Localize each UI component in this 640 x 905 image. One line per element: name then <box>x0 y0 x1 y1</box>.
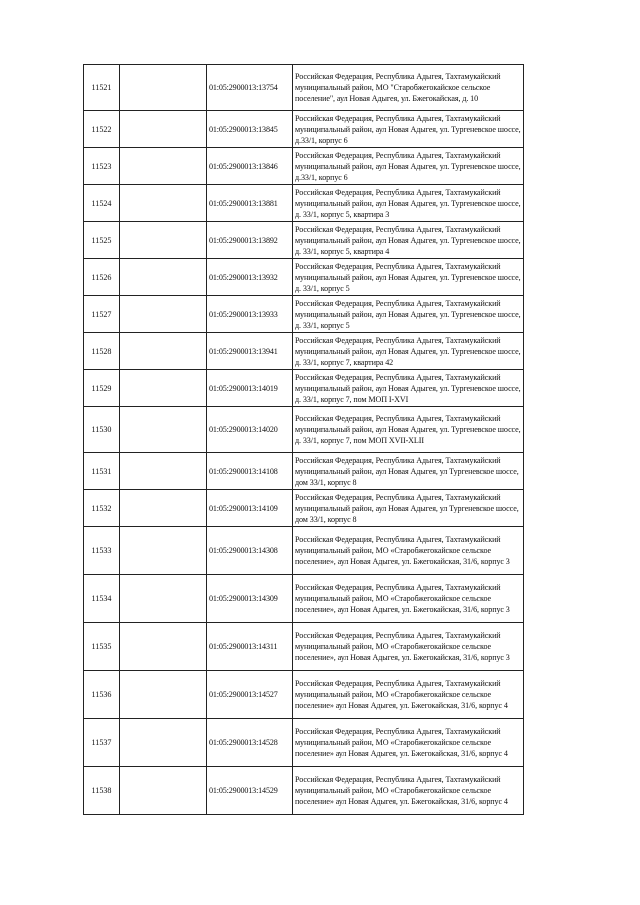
row-empty-cell <box>120 490 207 527</box>
property-address: Российская Федерация, Республика Адыгея, Тахтамукайский муниципальный район, аул Новая Адыгея, ул. Тургеневское шоссе, д. 33/1, корпус 5, квартира 4 <box>293 222 524 259</box>
property-address: Российская Федерация, Республика Адыгея, Тахтамукайский муниципальный район, МО «Старобжегокайское сельское поселение» аул Новая Адыгея, ул. Бжегокайская, 31/6, корпус 4 <box>293 719 524 767</box>
row-empty-cell <box>120 671 207 719</box>
cadastral-number: 01:05:2900013:14309 <box>207 575 293 623</box>
table-row <box>84 623 524 671</box>
table-row <box>84 527 524 575</box>
row-empty-cell <box>120 623 207 671</box>
cadastral-number: 01:05:2900013:14108 <box>207 453 293 490</box>
cadastral-number: 01:05:2900013:14020 <box>207 407 293 453</box>
property-address: Российская Федерация, Республика Адыгея, Тахтамукайский муниципальный район, аул Новая Адыгея, ул. Тургеневское шоссе, д. 33/1, корпус 7, квартира 42 <box>293 333 524 370</box>
property-address: Российская Федерация, Республика Адыгея, Тахтамукайский муниципальный район, МО «Старобжегокайское сельское поселение», аул Новая Адыгея, ул. Бжегокайская, 31/6, корпус 3 <box>293 527 524 575</box>
cadastral-number: 01:05:2900013:13892 <box>207 222 293 259</box>
property-address: Российская Федерация, Республика Адыгея, Тахтамукайский муниципальный район, аул Новая Адыгея, ул. Тургеневское шоссе, д. 33/1, корпус 5, квартира 3 <box>293 185 524 222</box>
row-number: 11530 <box>84 407 120 453</box>
row-number: 11523 <box>84 148 120 185</box>
row-number: 11533 <box>84 527 120 575</box>
cadastral-number: 01:05:2900013:13941 <box>207 333 293 370</box>
row-number: 11525 <box>84 222 120 259</box>
row-number: 11537 <box>84 719 120 767</box>
row-empty-cell <box>120 370 207 407</box>
row-empty-cell <box>120 333 207 370</box>
property-address: Российская Федерация, Республика Адыгея, Тахтамукайский муниципальный район, МО «Старобжегокайское сельское поселение» аул Новая Адыгея, ул. Бжегокайская, 31/6, корпус 4 <box>293 767 524 815</box>
row-empty-cell <box>120 222 207 259</box>
property-address: Российская Федерация, Республика Адыгея, Тахтамукайский муниципальный район, МО «Старобжегокайское сельское поселение», аул Новая Адыгея, ул. Бжегокайская, 31/6, корпус 3 <box>293 623 524 671</box>
property-address: Российская Федерация, Республика Адыгея, Тахтамукайский муниципальный район, аул Новая Адыгея, ул. Тургеневское шоссе, д. 33/1, корпус 7, пом МОП XVII-XLII <box>293 407 524 453</box>
table-row <box>84 148 524 185</box>
cadastral-number: 01:05:2900013:13932 <box>207 259 293 296</box>
row-number: 11526 <box>84 259 120 296</box>
cadastral-number: 01:05:2900013:14528 <box>207 719 293 767</box>
property-address: Российская Федерация, Республика Адыгея, Тахтамукайский муниципальный район, аул Новая Адыгея, ул. Тургеневское шоссе, д. 33/1, корпус 5 <box>293 296 524 333</box>
property-address: Российская Федерация, Республика Адыгея, Тахтамукайский муниципальный район, аул Новая Адыгея, ул. Тургеневское шоссе, д. 33/1, корпус 5 <box>293 259 524 296</box>
row-number: 11535 <box>84 623 120 671</box>
cadastral-number: 01:05:2900013:14109 <box>207 490 293 527</box>
table-row <box>84 407 524 453</box>
row-number: 11531 <box>84 453 120 490</box>
table-row <box>84 222 524 259</box>
row-empty-cell <box>120 259 207 296</box>
row-number: 11522 <box>84 111 120 148</box>
property-address: Российская Федерация, Республика Адыгея, Тахтамукайский муниципальный район, аул Новая Адыгея, ул. Тургеневское шоссе, д.33/1, корпус 6 <box>293 111 524 148</box>
table-row <box>84 490 524 527</box>
table-row <box>84 111 524 148</box>
cadastral-number: 01:05:2900013:14529 <box>207 767 293 815</box>
row-empty-cell <box>120 296 207 333</box>
cadastral-number: 01:05:2900013:13754 <box>207 65 293 111</box>
table-row <box>84 671 524 719</box>
row-empty-cell <box>120 148 207 185</box>
row-number: 11538 <box>84 767 120 815</box>
property-address: Российская Федерация, Республика Адыгея, Тахтамукайский муниципальный район, МО «Старобжегокайское сельское поселение», аул Новая Адыгея, ул. Бжегокайская, 31/6, корпус 3 <box>293 575 524 623</box>
cadastral-number: 01:05:2900013:14311 <box>207 623 293 671</box>
table-row <box>84 65 524 111</box>
row-empty-cell <box>120 575 207 623</box>
row-empty-cell <box>120 185 207 222</box>
cadastral-number: 01:05:2900013:14019 <box>207 370 293 407</box>
property-address: Российская Федерация, Республика Адыгея, Тахтамукайский муниципальный район, аул Новая Адыгея, ул. Тургеневское шоссе, д. 33/1, корпус 7, пом МОП I-XVI <box>293 370 524 407</box>
cadastral-number: 01:05:2900013:13933 <box>207 296 293 333</box>
table-row <box>84 719 524 767</box>
row-empty-cell <box>120 111 207 148</box>
cadastral-number: 01:05:2900013:14308 <box>207 527 293 575</box>
table-body <box>84 65 524 815</box>
table-row <box>84 296 524 333</box>
row-number: 11528 <box>84 333 120 370</box>
table-row <box>84 333 524 370</box>
property-address: Российская Федерация, Республика Адыгея, Тахтамукайский муниципальный район, МО "Старобжегокайское сельское поселение", аул Новая Адыгея, ул. Бжегокайская, д. 10 <box>293 65 524 111</box>
property-registry-table <box>83 64 524 815</box>
row-number: 11521 <box>84 65 120 111</box>
property-address: Российская Федерация, Республика Адыгея, Тахтамукайский муниципальный район, аул Новая Адыгея, ул. Тургеневское шоссе, д.33/1, корпус 6 <box>293 148 524 185</box>
row-empty-cell <box>120 453 207 490</box>
table-row <box>84 185 524 222</box>
table-row <box>84 453 524 490</box>
cadastral-number: 01:05:2900013:13881 <box>207 185 293 222</box>
row-empty-cell <box>120 719 207 767</box>
property-address: Российская Федерация, Республика Адыгея, Тахтамукайский муниципальный район, МО «Старобжегокайское сельское поселение» аул Новая Адыгея, ул. Бжегокайская, 31/6, корпус 4 <box>293 671 524 719</box>
row-number: 11536 <box>84 671 120 719</box>
row-empty-cell <box>120 65 207 111</box>
row-number: 11529 <box>84 370 120 407</box>
property-address: Российская Федерация, Республика Адыгея, Тахтамукайский муниципальный район, аул Новая Адыгея, ул Тургеневское шоссе, дом 33/1, корпус 8 <box>293 453 524 490</box>
cadastral-number: 01:05:2900013:13846 <box>207 148 293 185</box>
property-address: Российская Федерация, Республика Адыгея, Тахтамукайский муниципальный район, аул Новая Адыгея, ул Тургеневское шоссе, дом 33/1, корпус 8 <box>293 490 524 527</box>
cadastral-number: 01:05:2900013:14527 <box>207 671 293 719</box>
row-empty-cell <box>120 767 207 815</box>
table-row <box>84 370 524 407</box>
row-empty-cell <box>120 527 207 575</box>
cadastral-number: 01:05:2900013:13845 <box>207 111 293 148</box>
row-empty-cell <box>120 407 207 453</box>
row-number: 11527 <box>84 296 120 333</box>
row-number: 11534 <box>84 575 120 623</box>
table-row <box>84 259 524 296</box>
table-row <box>84 767 524 815</box>
row-number: 11532 <box>84 490 120 527</box>
row-number: 11524 <box>84 185 120 222</box>
table-row <box>84 575 524 623</box>
